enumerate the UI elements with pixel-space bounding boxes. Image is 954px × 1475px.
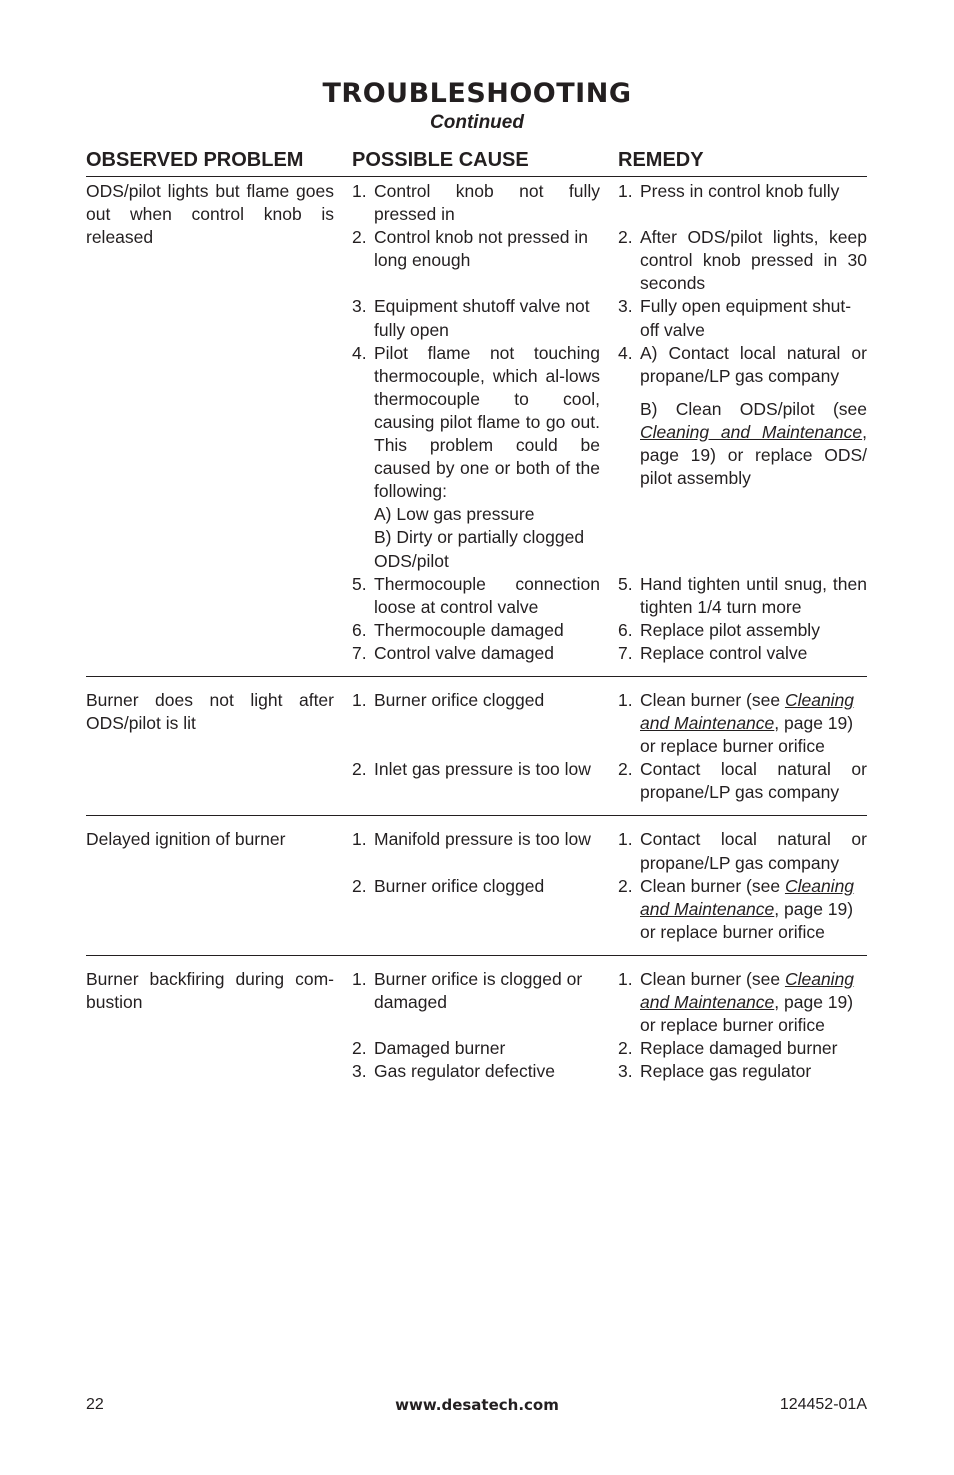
item-number: 7. (352, 642, 367, 663)
cause-text: Control valve damaged (374, 642, 554, 663)
table-header (86, 146, 867, 177)
table-row (352, 1037, 867, 1060)
item-number: 1. (352, 181, 367, 201)
item-number: 4. (352, 342, 367, 363)
table-row-group (86, 956, 867, 1094)
cleaning-maintenance-reference: Cleaning and Maintenance (640, 689, 855, 734)
cause-text: Control knob not pressed in long enough (374, 227, 589, 271)
remedy-item (618, 619, 867, 642)
table-row (352, 342, 867, 573)
remedy-text: Clean burner (see Cleaning and Maintenance, page 19) or replace burner orifice (640, 968, 855, 1036)
cause-text: Thermocouple connection loose at control valve (374, 573, 600, 617)
cause-item (352, 619, 600, 642)
table-row (352, 875, 867, 944)
item-number: 3. (352, 1061, 367, 1082)
table-row (352, 573, 867, 619)
cause-remedy-list (352, 968, 867, 1083)
remedy-item (618, 689, 867, 758)
item-number: 7. (618, 642, 633, 663)
item-number: 1. (618, 968, 633, 989)
page-title: TROUBLESHOOTING (322, 78, 632, 109)
item-number: 3. (352, 296, 367, 317)
table-row-group (86, 177, 867, 677)
observed-problem: Burner does not light after ODS/pilot is lit (86, 689, 334, 734)
item-number: 2. (352, 227, 367, 248)
table-row (352, 619, 867, 642)
remedy-text: Press in control knob fully (640, 181, 840, 201)
observed-problem: ODS/pilot lights but flame goes out when control knob is released (86, 181, 334, 248)
cause-text: Gas regulator defective (374, 1061, 555, 1082)
table-row (352, 180, 867, 226)
remedy-item (618, 828, 867, 874)
cause-item (352, 1037, 600, 1060)
item-number: 5. (352, 573, 367, 594)
cause-item (352, 828, 600, 874)
remedy-text: Clean burner (see Cleaning and Maintenance, page 19) or replace burner orifice (640, 689, 855, 757)
remedy-text: Clean burner (see Cleaning and Maintenance, page 19) or replace burner orifice (640, 875, 855, 942)
table-row (352, 758, 867, 804)
column-header-remedy: REMEDY (618, 149, 704, 171)
table-row (352, 968, 867, 1037)
troubleshooting-table (86, 146, 867, 1094)
table-row (352, 642, 867, 665)
cause-item (352, 758, 600, 804)
item-number: 4. (618, 342, 633, 363)
cause-text: Burner orifice is clogged or damaged (374, 968, 583, 1012)
table-row (352, 226, 867, 295)
cause-text: Pilot flame not touching thermocouple, which al-lows thermocouple to cool, causing pilot flame to go out. This problem could be caused by one or both of the following: (374, 342, 600, 502)
table-row (352, 828, 867, 874)
item-number: 2. (618, 875, 633, 896)
remedy-item (618, 1060, 867, 1083)
item-number: 3. (618, 1061, 633, 1082)
remedy-item (618, 226, 867, 295)
remedy-text: A) Contact local natural or propane/LP gas company (640, 342, 867, 386)
remedy-item (618, 573, 867, 619)
document-number: 124452-01A (779, 1396, 867, 1413)
item-number: 1. (352, 829, 367, 850)
cause-text: Thermocouple damaged (374, 619, 564, 640)
cause-text: Damaged burner (374, 1038, 506, 1059)
cause-remedy-list (352, 689, 867, 804)
item-number: 1. (352, 968, 367, 989)
website-url: www.desatech.com (395, 1396, 559, 1414)
remedy-item (618, 1037, 867, 1060)
cause-text: Inlet gas pressure is too low (374, 759, 591, 780)
item-number: 1. (618, 689, 633, 710)
remedy-item (618, 968, 867, 1037)
cause-item (352, 968, 600, 1037)
cause-text: Burner orifice clogged (374, 875, 545, 896)
cause-text: Manifold pressure is too low (374, 829, 591, 850)
column-header-possible-cause: POSSIBLE CAUSE (352, 149, 529, 171)
table-row-group (86, 677, 867, 816)
remedy-text: Hand tighten until snug, then tighten 1/4 turn more (640, 573, 867, 617)
item-number: 1. (352, 689, 367, 710)
cause-item (352, 689, 600, 758)
item-number: 2. (352, 759, 367, 780)
remedy-item (618, 875, 867, 944)
observed-problem: Burner backfiring during com-bustion (86, 968, 334, 1012)
page-number: 22 (86, 1396, 104, 1413)
cleaning-maintenance-reference: Cleaning and Maintenance (640, 421, 863, 442)
cause-item (352, 875, 600, 944)
item-number: 2. (352, 1038, 367, 1059)
remedy-text: Replace control valve (640, 642, 808, 663)
item-number: 2. (618, 759, 633, 780)
table-row (352, 1060, 867, 1083)
cause-remedy-list (352, 180, 867, 665)
cause-item (352, 342, 600, 573)
remedy-text: Contact local natural or propane/LP gas company (640, 829, 867, 873)
remedy-item (618, 642, 867, 665)
cause-text: Burner orifice clogged (374, 689, 545, 710)
item-number: 2. (618, 227, 633, 248)
cause-item (352, 1060, 600, 1083)
cause-item (352, 295, 600, 341)
cause-item (352, 180, 600, 226)
remedy-subitem: B) Clean ODS/pilot (see Cleaning and Maintenance, page 19) or replace ODS/ pilot assembly (640, 398, 867, 489)
table-row (352, 295, 867, 341)
cause-subitem: A) Low gas pressure (374, 504, 535, 525)
observed-problem: Delayed ignition of burner (86, 829, 286, 850)
item-number: 1. (618, 181, 633, 201)
remedy-text: After ODS/pilot lights, keep control knob pressed in 30 seconds (640, 227, 867, 294)
table-row (352, 689, 867, 758)
remedy-text: Fully open equipment shut-off valve (640, 296, 852, 340)
remedy-text: Replace damaged burner (640, 1038, 838, 1059)
cleaning-maintenance-reference: Cleaning and Maintenance (640, 968, 855, 1012)
table-row-group (86, 816, 867, 955)
cause-item (352, 642, 600, 665)
remedy-text: Replace gas regulator (640, 1061, 812, 1082)
remedy-item (618, 758, 867, 804)
item-number: 2. (352, 875, 367, 896)
cleaning-maintenance-reference: Cleaning and Maintenance (640, 875, 855, 919)
cause-item (352, 573, 600, 619)
remedy-text: Contact local natural or propane/LP gas company (640, 759, 867, 803)
item-number: 5. (618, 573, 633, 594)
cause-subitem: B) Dirty or partially clogged ODS/pilot (374, 527, 585, 571)
cause-item (352, 226, 600, 295)
page-subtitle: Continued (430, 112, 524, 133)
cause-text: Control knob not fully pressed in (374, 181, 600, 225)
item-number: 1. (618, 829, 633, 850)
item-number: 2. (618, 1038, 633, 1059)
remedy-item (618, 295, 867, 341)
item-number: 6. (352, 619, 367, 640)
item-number: 3. (618, 296, 633, 317)
cause-remedy-list (352, 828, 867, 943)
column-header-observed-problem: OBSERVED PROBLEM (86, 149, 304, 171)
cause-text: Equipment shutoff valve not fully open (374, 296, 590, 340)
remedy-item (618, 180, 867, 226)
remedy-item (618, 342, 867, 573)
item-number: 6. (618, 619, 633, 640)
remedy-text: Replace pilot assembly (640, 619, 820, 640)
